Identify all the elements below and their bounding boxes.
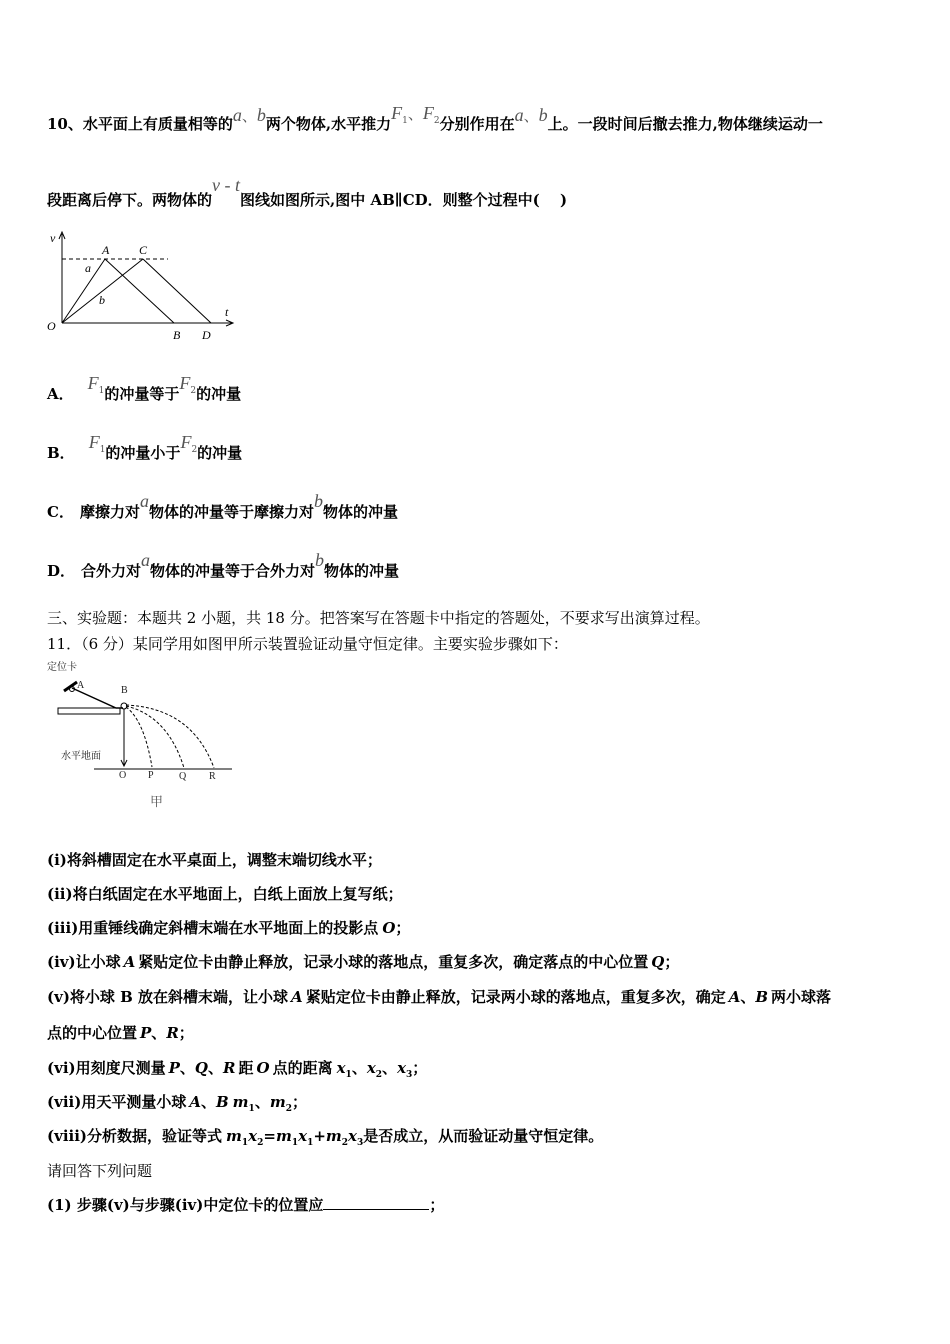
- step-5-sep: 、: [740, 988, 756, 1006]
- option-D-text-2: 物体的冲量等于合外力对: [150, 562, 316, 580]
- step-8-tag: (viii): [47, 1127, 88, 1145]
- q11-intro: 11．（6 分）某同学用如图甲所示装置验证动量守恒定律。主要实验步骤如下：: [47, 635, 568, 653]
- q11-step-1: [47, 849, 382, 870]
- option-D-text-1: 合外力对: [81, 562, 142, 580]
- q11-step-6: [47, 1057, 427, 1080]
- option-C-text-2: 物体的冲量等于摩擦力对: [148, 503, 314, 521]
- step-8-equation: [226, 1127, 364, 1148]
- step-6-x3-sub: 3: [406, 1070, 413, 1080]
- fig-label-R: R: [209, 771, 216, 782]
- step-7-text-1: 用天平测量小球: [81, 1093, 187, 1111]
- eq-plus: +: [313, 1127, 326, 1145]
- q11-step-3: [47, 917, 410, 938]
- eq-x2: x: [248, 1127, 258, 1145]
- q10-sep-3: 、: [523, 107, 539, 125]
- q10-text-3: 分别作用在: [439, 115, 515, 133]
- step-3-text: 用重锤线确定斜槽末端在水平地面上的投影点: [78, 919, 379, 937]
- step-7-m1-sub: 1: [248, 1104, 255, 1114]
- q10-sep-2: 、: [407, 105, 423, 123]
- step-4-tag: (iv): [47, 953, 76, 971]
- fig-label-P: P: [148, 770, 154, 781]
- q10-text-4: 上。一段时间后撤去推力,物体继续运动一: [547, 115, 823, 133]
- step-6-O: O: [256, 1059, 270, 1077]
- q10-sym-a-2: a: [514, 105, 524, 125]
- q11-step-4: [47, 951, 679, 972]
- vt-label-v: v: [50, 231, 56, 245]
- option-A-text: 的冲量等于: [104, 385, 180, 403]
- q1-answer-blank[interactable]: [323, 1195, 429, 1210]
- q10-text-6: 图线如图所示,图中 AB∥CD．则整个过程中( ): [240, 191, 568, 209]
- option-B-F1: F: [88, 432, 100, 452]
- q11-sub-question-1: [47, 1194, 444, 1215]
- q10-sym-vt: v - t: [212, 175, 240, 195]
- option-B-tail: 的冲量: [197, 444, 243, 462]
- vt-label-D: D: [202, 328, 211, 342]
- option-D-label: D．: [47, 562, 76, 580]
- fig-chute: [72, 688, 123, 708]
- step-6-R: R: [223, 1059, 236, 1077]
- option-C-sym-b: b: [313, 491, 323, 511]
- option-C-label: C．: [47, 503, 74, 521]
- fig-label-card: 定位卡: [47, 662, 77, 673]
- fig-caption: 甲: [150, 794, 164, 809]
- option-D-sym-b: b: [315, 550, 325, 570]
- q10-text-5: 段距离后停下。两物体的: [47, 191, 213, 209]
- fig-path-R: [126, 705, 214, 768]
- step-6-x1-sub: 1: [345, 1070, 352, 1080]
- q11-step-8: [47, 1125, 603, 1148]
- step-5-R: R: [166, 1024, 179, 1042]
- q10-sym-a: a: [232, 105, 242, 125]
- option-A-label: A．: [47, 385, 74, 403]
- step-6-x1: x: [336, 1059, 346, 1077]
- vt-label-O: O: [47, 319, 56, 333]
- q10-text-1: 水平面上有质量相等的: [82, 115, 233, 133]
- q10-sub-2: 2: [433, 116, 440, 126]
- step-7-sep-1: 、: [200, 1093, 216, 1111]
- step-6-sep-1: 、: [179, 1059, 195, 1077]
- option-C-text-1: 摩擦力对: [79, 503, 140, 521]
- vt-line-b-down: [143, 259, 211, 323]
- q11-apparatus-figure: [44, 658, 240, 814]
- option-B-sub1: 1: [99, 445, 106, 455]
- option-B-label: B．: [47, 444, 75, 462]
- q10-text-2: 两个物体,水平推力: [265, 115, 392, 133]
- q11-step-2: [47, 883, 403, 904]
- step-2-tag: (ii): [47, 885, 73, 903]
- q10-sym-F2: F: [422, 103, 434, 123]
- q11-step-5-cont: [47, 1022, 194, 1043]
- vt-label-a: a: [85, 261, 91, 275]
- step-1-tag: (i): [47, 851, 67, 869]
- option-A-F1: F: [87, 373, 99, 393]
- step-3-end: ；: [395, 919, 411, 937]
- q10-option-B[interactable]: [47, 432, 243, 465]
- q1-end: ；: [429, 1196, 445, 1214]
- fig-label-O: O: [119, 770, 127, 781]
- step-5-A: A: [291, 988, 303, 1006]
- vt-label-t: t: [225, 305, 229, 319]
- option-B-F2: F: [180, 432, 192, 452]
- eq-m2-sub: 2: [341, 1138, 349, 1148]
- step-5-B: B: [755, 988, 769, 1006]
- step-4-Q: Q: [651, 953, 665, 971]
- step-1-text: 将斜槽固定在水平桌面上，调整末端切线水平；: [66, 851, 382, 869]
- step-8-text-2: 是否成立，从而验证动量守恒定律。: [363, 1127, 604, 1145]
- eq-x1: x: [298, 1127, 308, 1145]
- eq-x3: x: [348, 1127, 357, 1145]
- eq-x3-sub: 3: [357, 1138, 364, 1148]
- q11-step-7: [47, 1091, 307, 1114]
- step-7-m1: m: [232, 1093, 249, 1111]
- eq-m1-b-sub: 1: [291, 1138, 299, 1148]
- vt-line-b-up: [62, 259, 143, 323]
- q10-sym-b: b: [256, 105, 266, 125]
- eq-m2: m: [325, 1127, 342, 1145]
- fig-label-B: B: [121, 685, 128, 696]
- step-6-sep-3: 、: [351, 1059, 367, 1077]
- vt-line-a-up: [62, 259, 105, 323]
- vt-line-a-down: [105, 259, 174, 323]
- option-A-tail: 的冲量: [196, 385, 242, 403]
- step-5-text-3: 两小球落: [771, 988, 832, 1006]
- step-6-sep-2: 、: [208, 1059, 224, 1077]
- step-7-sep-2: 、: [254, 1093, 270, 1111]
- eq-m1-sub: 1: [241, 1138, 249, 1148]
- step-4-text-2: 紧贴定位卡由静止释放，记录小球的落地点，重复多次，确定落点的中心位置: [138, 953, 649, 971]
- step-6-text-2: 距: [238, 1059, 254, 1077]
- option-B-sub2: 2: [191, 445, 198, 455]
- step-7-end: ；: [291, 1093, 307, 1111]
- step-6-end: ；: [412, 1059, 428, 1077]
- step-6-P: P: [168, 1059, 180, 1077]
- fig-path-P: [126, 707, 152, 767]
- fig-label-A: A: [77, 680, 85, 691]
- vt-label-A: A: [102, 243, 110, 257]
- step-5-sep-2: 、: [151, 1024, 167, 1042]
- step-2-text: 将白纸固定在水平地面上，白纸上面放上复写纸；: [72, 885, 403, 903]
- section-3-heading: 三、实验题：本题共 2 小题，共 18 分。把答案写在答题卡中指定的答题处，不要求写出演算过程。: [47, 609, 710, 627]
- eq-m1: m: [226, 1127, 242, 1145]
- q10-option-A[interactable]: [47, 373, 242, 406]
- q10-line-1: [47, 103, 823, 136]
- step-7-m2: m: [269, 1093, 286, 1111]
- eq-equals: =: [263, 1127, 276, 1145]
- q10-sym-F1: F: [391, 103, 403, 123]
- step-6-x2: x: [366, 1059, 376, 1077]
- option-C-text-3: 物体的冲量: [322, 503, 398, 521]
- step-4-text-1: 让小球: [75, 953, 121, 971]
- step-5-P: P: [140, 1024, 152, 1042]
- q10-option-D[interactable]: [47, 550, 400, 581]
- step-7-B: B: [215, 1093, 229, 1111]
- step-6-tag: (vi): [47, 1059, 76, 1077]
- step-5-text-4: 点的中心位置: [47, 1024, 138, 1042]
- step-6-sep-4: 、: [382, 1059, 398, 1077]
- q11-step-5: [47, 986, 831, 1007]
- step-6-text-1: 用刻度尺测量: [75, 1059, 166, 1077]
- eq-x1-sub: 1: [307, 1138, 314, 1148]
- step-3-tag: (iii): [47, 919, 79, 937]
- eq-m1-b: m: [275, 1127, 292, 1145]
- q1-text: (1) 步骤(v)与步骤(iv)中定位卡的位置应: [47, 1196, 324, 1214]
- step-5-end: ；: [178, 1024, 194, 1042]
- step-6-text-3: 点的距离: [272, 1059, 333, 1077]
- q10-line-2: [47, 175, 568, 210]
- option-B-text: 的冲量小于: [105, 444, 181, 462]
- q11-answer-intro: 请回答下列问题: [47, 1162, 153, 1180]
- fig-table: [58, 708, 120, 714]
- step-5-A-2: A: [728, 988, 741, 1006]
- step-5-tag: (v): [47, 988, 70, 1006]
- vt-label-B: B: [173, 328, 181, 342]
- option-A-sub2: 2: [190, 386, 197, 396]
- option-D-text-3: 物体的冲量: [324, 562, 400, 580]
- vt-label-C: C: [139, 243, 148, 257]
- step-8-text-1: 分析数据，验证等式: [87, 1127, 223, 1145]
- fig-label-Q: Q: [179, 771, 187, 782]
- step-7-m2-sub: 2: [285, 1104, 292, 1114]
- eq-x2-sub: 2: [257, 1138, 264, 1148]
- q10-vt-figure: [40, 228, 240, 346]
- step-6-x2-sub: 2: [375, 1070, 383, 1080]
- q10-number: 10、: [47, 115, 83, 133]
- step-7-tag: (vii): [47, 1093, 82, 1111]
- fig-label-ground: 水平地面: [61, 751, 101, 762]
- step-5-text-2: 紧贴定位卡由静止释放，记录两小球的落地点，重复多次，确定: [305, 988, 726, 1006]
- option-D-sym-a: a: [141, 550, 151, 570]
- step-4-end: ；: [664, 953, 680, 971]
- option-C-sym-a: a: [139, 491, 149, 511]
- step-6-Q: Q: [194, 1059, 208, 1077]
- q10-sep-1: 、: [241, 107, 257, 125]
- q10-sub-1: 1: [402, 116, 408, 126]
- step-3-O: O: [382, 919, 396, 937]
- step-6-x3: x: [397, 1059, 407, 1077]
- q10-option-C[interactable]: [47, 491, 398, 522]
- q10-F1-F2: [391, 103, 440, 126]
- q10-sym-b-2: b: [538, 105, 548, 125]
- option-A-sub1: 1: [98, 386, 105, 396]
- step-5-text-1: 将小球 B 放在斜槽末端，让小球: [69, 988, 289, 1006]
- option-A-F2: F: [179, 373, 191, 393]
- step-7-A: A: [189, 1093, 201, 1111]
- step-4-A: A: [123, 953, 136, 971]
- vt-label-b: b: [99, 293, 105, 307]
